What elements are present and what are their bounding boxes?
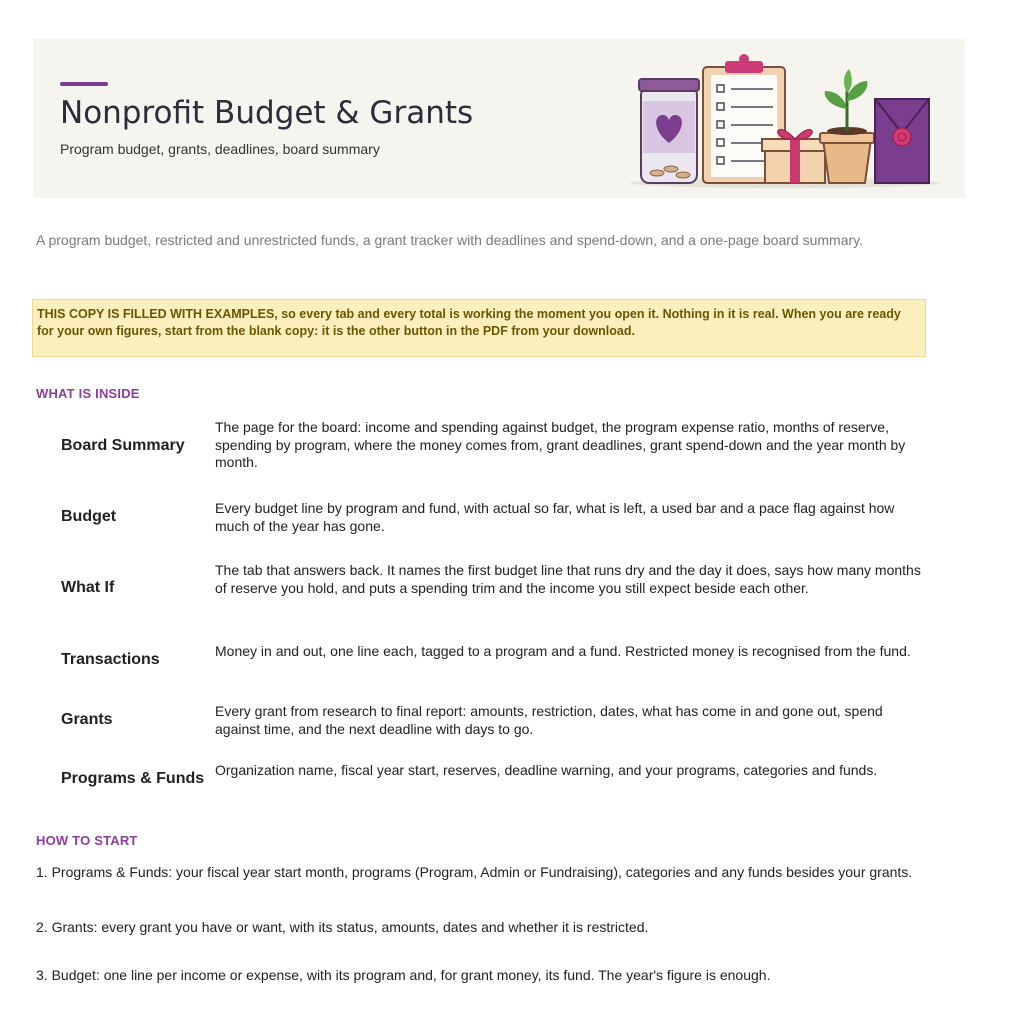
inside-item-name: Transactions bbox=[61, 651, 160, 668]
coin-jar-icon bbox=[639, 79, 699, 183]
budget-illustration bbox=[625, 51, 945, 191]
inside-item-desc: The page for the board: income and spending against budget, the program expense ratio, months of reserve, spending by program, where the money comes from, grant deadlines, grant spend-down and the year month by month. bbox=[215, 419, 906, 470]
step-item: 1. Programs & Funds: your fiscal year start month, programs (Program, Admin or Fundraising), categories and any funds besides your grants. bbox=[36, 864, 913, 880]
inside-item-desc: The tab that answers back. It names the first budget line that runs dry and the day it does, says how many months of reserve you hold, and puts a spending trim and the income you still expect beside each other. bbox=[215, 562, 921, 596]
page-title: Nonprofit Budget & Grants bbox=[60, 95, 474, 131]
inside-item-name: Programs & Funds bbox=[61, 770, 205, 787]
examples-notice: THIS COPY IS FILLED WITH EXAMPLES, so every tab and every total is working the moment you open it. Nothing in it is real. When you are ready for your own figures, start from the blank copy: it is the other button in the PDF from your download. bbox=[32, 299, 926, 357]
inside-item-desc: Every budget line by program and fund, with actual so far, what is left, a used bar and a pace flag against how much of the year has gone. bbox=[215, 500, 895, 534]
step-item: 3. Budget: one line per income or expense, with its program and, for grant money, its fund. The year's figure is enough. bbox=[36, 967, 771, 983]
inside-item-name: Budget bbox=[61, 508, 117, 525]
section-heading-inside: WHAT IS INSIDE bbox=[36, 386, 140, 401]
intro-text: A program budget, restricted and unrestricted funds, a grant tracker with deadlines and spend-down, and a one-page board summary. bbox=[36, 232, 863, 248]
inside-item-name: Board Summary bbox=[61, 437, 185, 454]
inside-item-name: Grants bbox=[61, 711, 113, 728]
header-banner bbox=[33, 39, 965, 198]
accent-bar bbox=[60, 82, 108, 86]
envelope-seal-icon bbox=[875, 99, 929, 183]
step-item: 2. Grants: every grant you have or want, with its status, amounts, dates and whether it is restricted. bbox=[36, 919, 649, 935]
inside-item-desc: Every grant from research to final report: amounts, restriction, dates, what has come in and gone out, spend against time, and the next deadline with days to go. bbox=[215, 703, 883, 737]
inside-item-desc: Money in and out, one line each, tagged to a program and a fund. Restricted money is recognised from the fund. bbox=[215, 643, 911, 659]
page-subtitle: Program budget, grants, deadlines, board summary bbox=[60, 141, 380, 157]
inside-item-name: What If bbox=[61, 579, 115, 596]
plant-pot-icon bbox=[820, 69, 874, 183]
section-heading-start: HOW TO START bbox=[36, 833, 138, 848]
inside-item-desc: Organization name, fiscal year start, reserves, deadline warning, and your programs, categories and funds. bbox=[215, 762, 878, 778]
